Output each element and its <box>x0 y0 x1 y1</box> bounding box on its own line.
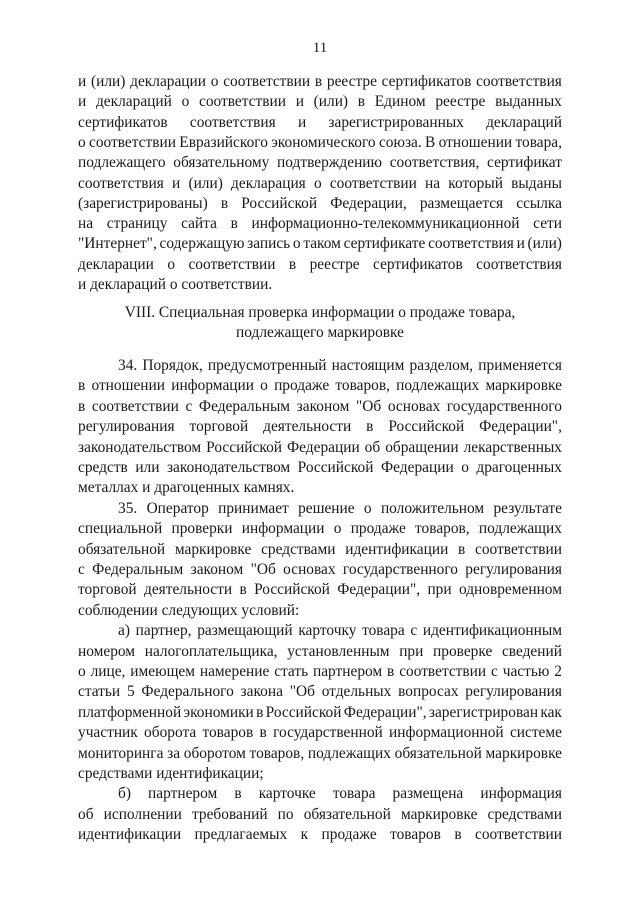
section-heading-line-2: подлежащего маркировке <box>236 324 404 341</box>
text-line: средств или законодательством Российской Федерации о драгоценных <box>78 459 562 476</box>
text-line: металлах и драгоценных камнях. <box>78 479 295 496</box>
text-line: регулирования торговой деятельности в Российской Федерации", <box>78 418 562 435</box>
text-line: специальной проверки информации о продаже товаров, подлежащих <box>78 520 562 537</box>
text-line: и (или) декларации о соответствии в реестре сертификатов соответствия <box>78 73 562 90</box>
page-number: 11 <box>312 40 328 56</box>
text-line: обязательной маркировке средствами идентификации в соответствии <box>78 541 562 558</box>
text-line: законодательством Российской Федерации об обращении лекарственных <box>78 439 562 456</box>
text-line: 35. Оператор принимает решение о положительном результате <box>118 500 562 517</box>
text-line: средствами идентификации; <box>78 765 264 782</box>
text-line: 34. Порядок, предусмотренный настоящим разделом, применяется <box>118 357 562 374</box>
text-line: о лице, имеющем намерение стать партнером в соответствии с частью 2 <box>78 663 562 680</box>
text-line: соблюдении следующих условий: <box>78 602 300 619</box>
text-line: идентификации предлагаемых к продаже товаров в соответствии <box>78 826 562 843</box>
text-line: об исполнении требований по обязательной маркировке средствами <box>78 806 562 823</box>
text-line: и деклараций о соответствии. <box>78 276 273 293</box>
text-line: "Интернет", содержащую запись о таком сертификате соответствия и (или) <box>78 235 562 252</box>
text-line: соответствия и (или) декларация о соответствии на который выданы <box>78 175 562 192</box>
text-line: декларации о соответствии в реестре сертификатов соответствия <box>78 256 562 273</box>
text-line: номером налогоплательщика, установленным при проверке сведений <box>78 643 562 660</box>
text-line: (зарегистрированы) в Российской Федерации, размещается ссылка <box>78 195 562 212</box>
text-line: в соответствии с Федеральным законом "Об основах государственного <box>78 398 562 415</box>
text-line: статьи 5 Федерального закона "Об отдельных вопросах регулирования <box>78 683 562 700</box>
text-line: с Федеральным законом "Об основах государственного регулирования <box>78 561 562 578</box>
text-line: подлежащего обязательному подтверждению соответствия, сертификат <box>78 154 562 171</box>
text-line: платформенной экономики в Российской Федерации", зарегистрирован как <box>78 704 562 721</box>
text-line: в отношении информации о продаже товаров, подлежащих маркировке <box>78 377 562 394</box>
text-line: мониторинга за оборотом товаров, подлежащих обязательной маркировке <box>78 745 562 762</box>
text-line: а) партнер, размещающий карточку товара с идентификационным <box>118 622 562 639</box>
text-line: сертификатов соответствия и зарегистрированных деклараций <box>78 114 562 131</box>
text-line: участник оборота товаров в государственной информационной системе <box>78 724 562 741</box>
text-line: и деклараций о соответствии и (или) в Едином реестре выданных <box>78 93 562 110</box>
section-heading: VIII. Специальная проверка информации о продаже товара, <box>124 304 516 321</box>
text-line: торговой деятельности в Российской Федерации", при одновременном <box>78 581 562 598</box>
text-line: б) партнером в карточке товара размещена информация <box>118 785 562 802</box>
text-line: на страницу сайта в информационно-телекоммуникационной сети <box>78 215 562 232</box>
text-line: о соответствии Евразийского экономического союза. В отношении товара, <box>78 134 562 151</box>
